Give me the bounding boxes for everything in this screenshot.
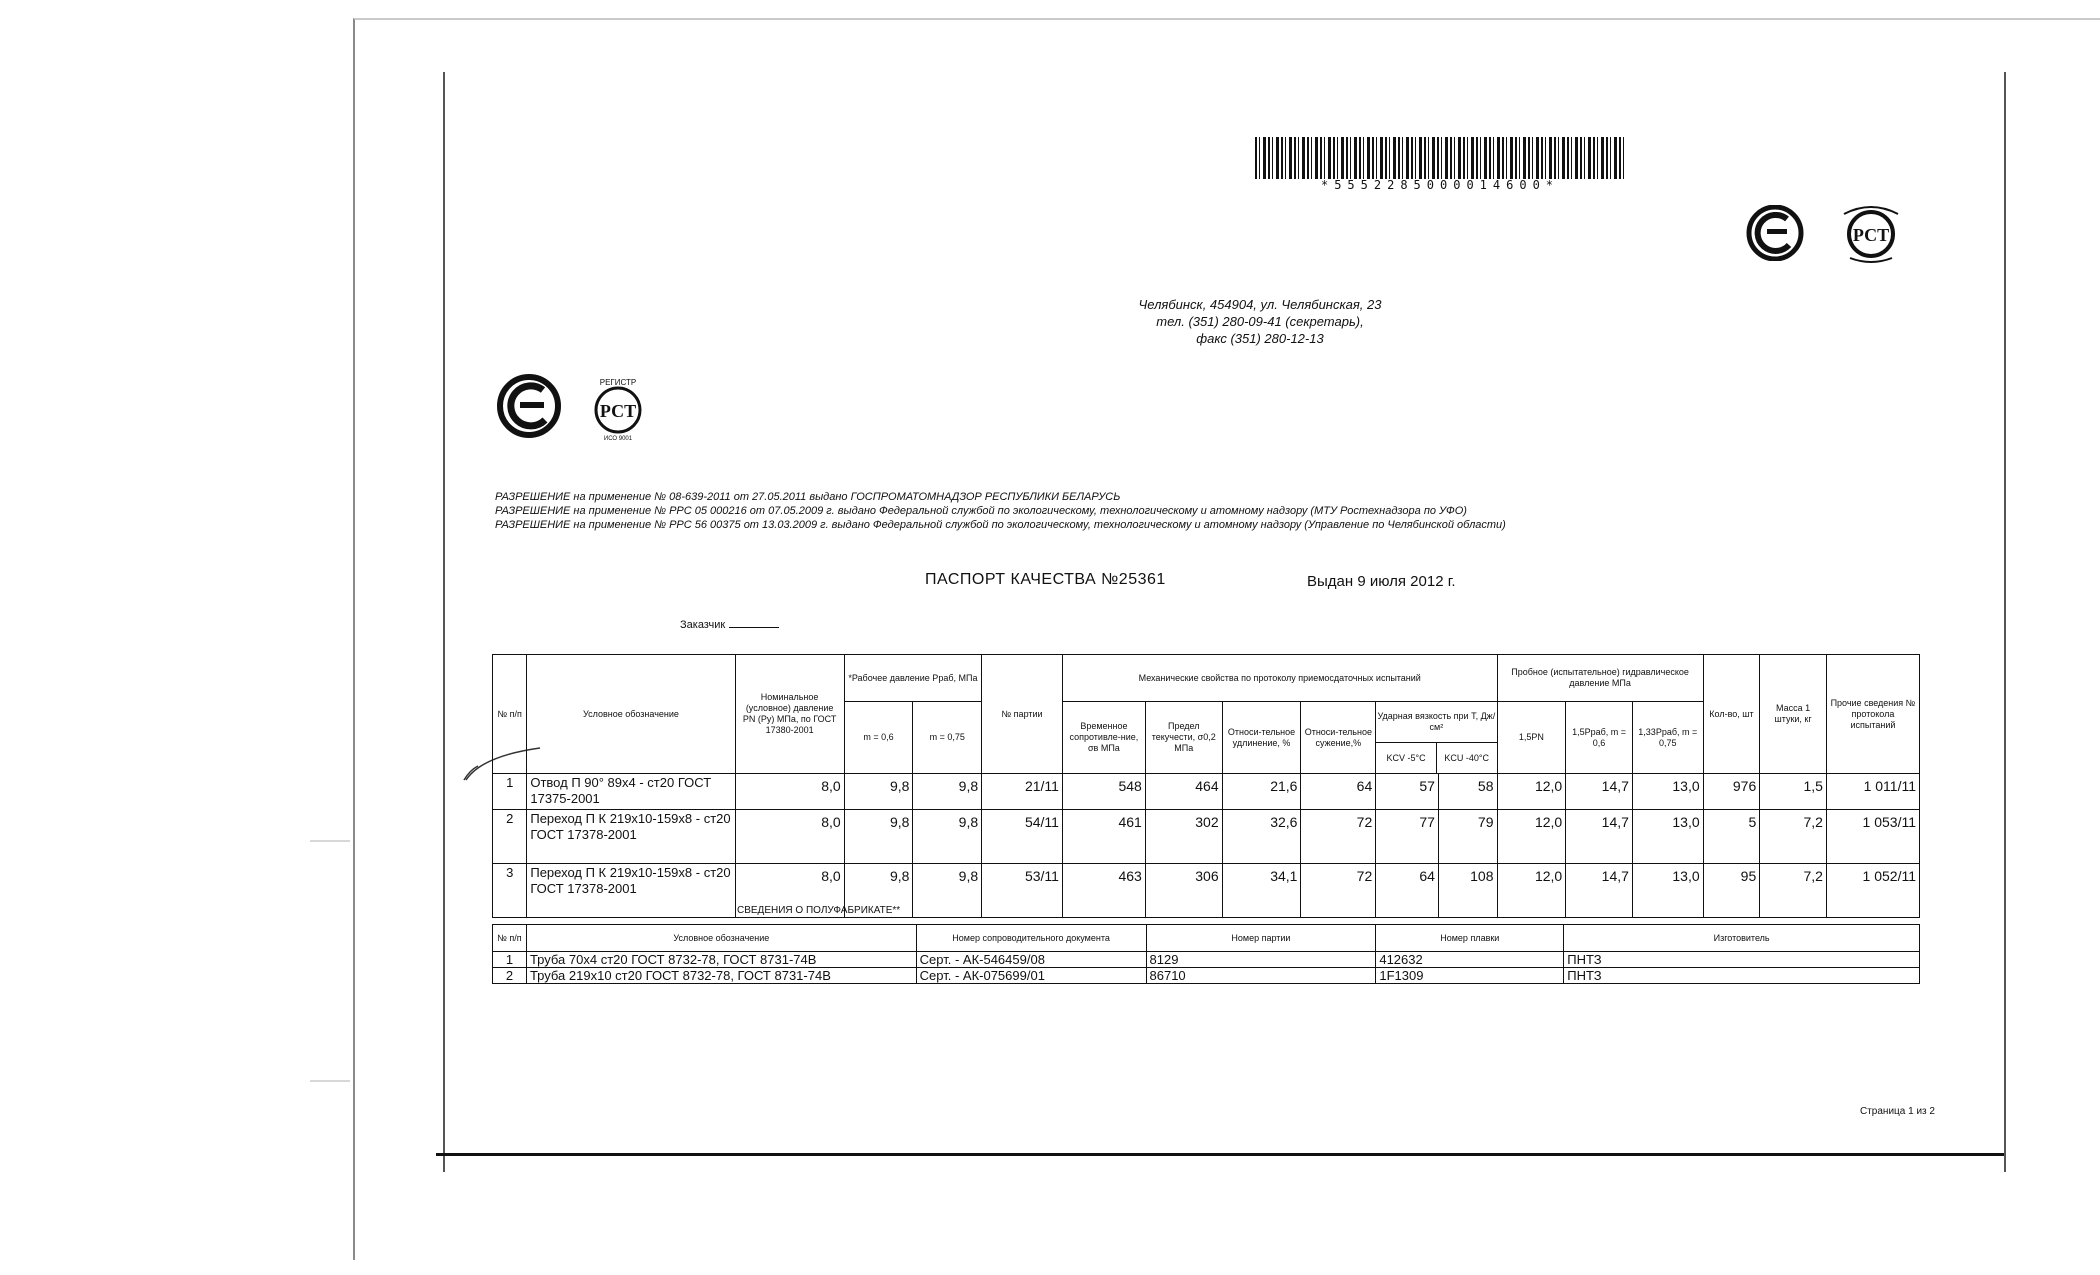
register-logo-bottom-text: ИСО 9001 [603,436,633,442]
address-line-2: тел. (351) 280-09-41 (секретарь), [1156,314,1364,329]
cell-mass: 7,2 [1760,810,1827,864]
header-p133rab: 1,33Рраб, m = 0,75 [1632,702,1703,774]
cell-r075: 9,8 [913,774,982,810]
cell-qty: 95 [1703,864,1760,918]
table-row [493,864,1920,918]
cell-elongation: 21,6 [1222,774,1301,810]
semi-cell-heat: 1F1309 [1376,968,1564,984]
cell-p15pn: 12,0 [1497,810,1566,864]
quality-table [492,654,1920,918]
cell-elongation: 32,6 [1222,810,1301,864]
cell-qty: 5 [1703,810,1760,864]
customer-blank-line [729,627,779,628]
semi-cell-maker: ПНТЗ [1564,952,1920,968]
header-m075: m = 0,75 [913,702,982,774]
cell-kcu: 79 [1438,810,1497,864]
semi-cell-heat: 412632 [1376,952,1564,968]
semi-cell-n: 2 [493,968,527,984]
cell-batch: 54/11 [982,810,1063,864]
cell-p15rab: 14,7 [1566,864,1633,918]
bottom-rule [436,1153,2004,1156]
register-logo-text: РЕГИСТР [599,378,637,387]
cell-mass: 1,5 [1760,774,1827,810]
semi-cell-batch: 86710 [1146,968,1376,984]
cell-qty: 976 [1703,774,1760,810]
cell-r075: 9,8 [913,864,982,918]
cell-protocol: 1 011/11 [1826,774,1919,810]
cell-kcu: 58 [1438,774,1497,810]
header-yield: Предел текучести, σ0,2 МПа [1145,702,1222,774]
header-p15rab: 1,5Рраб, m = 0,6 [1566,702,1633,774]
address-line-3: факс (351) 280-12-13 [1196,331,1324,346]
cell-n: 3 [493,864,527,918]
semi-header-n: № п/п [493,925,527,952]
cell-p15pn: 12,0 [1497,864,1566,918]
permit-line-1: РАЗРЕШЕНИЕ на применение № 08-639-2011 от 27.05.2011 выдано ГОСПРОМАТОМНАДЗОР РЕСПУБЛИКИ БЕЛАРУСЬ [495,491,1121,503]
barcode-text: *5552285000014600* [1320,178,1560,192]
cell-batch: 21/11 [982,774,1063,810]
table-row [493,810,1920,864]
cell-p133: 13,0 [1632,810,1703,864]
cell-protocol: 1 052/11 [1826,864,1919,918]
cell-n: 2 [493,810,527,864]
semi-product-title: СВЕДЕНИЯ О ПОЛУФАБРИКАТЕ** [737,905,901,916]
header-kcv: KCV -5°С [1376,743,1437,773]
semi-cell-designation: Труба 219х10 ст20 ГОСТ 8732-78, ГОСТ 8731-74В [526,968,916,984]
semi-cell-doc: Серт. - АК-075699/01 [916,968,1146,984]
header-nominal-pressure: Номинальное (условное) давление PN (Py) МПа, по ГОСТ 17380-2001 [735,655,844,774]
register-logo-left [582,372,654,444]
header-n: № п/п [493,655,527,774]
customer-label: Заказчик [680,619,726,631]
cell-protocol: 1 053/11 [1826,810,1919,864]
pct-mark-logo-top [1836,200,1906,264]
gost-mark-logo-left [496,373,566,439]
header-impact-group [1376,702,1497,774]
semi-product-table [492,924,1920,984]
address-line-1: Челябинск, 454904, ул. Челябинская, 23 [1138,297,1382,312]
table-row [493,952,1920,968]
cell-r06: 9,8 [844,864,913,918]
scan-edge-left [310,840,350,842]
semi-header-batch: Номер партии [1146,925,1376,952]
cell-tensile: 461 [1062,810,1145,864]
cell-pn: 8,0 [735,774,844,810]
header-tensile: Временное сопротивле-ние, σв МПа [1062,702,1145,774]
header-p15pn: 1,5PN [1497,702,1566,774]
cell-tensile: 463 [1062,864,1145,918]
customer-field [680,619,779,631]
cell-pn: 8,0 [735,810,844,864]
semi-cell-n: 1 [493,952,527,968]
page-frame-left [443,72,445,1172]
permit-line-3: РАЗРЕШЕНИЕ на применение № РРС 56 00375 от 13.03.2009 г. выдано Федеральной службой по экологическому, технологическому и атомному надзору (Управление по Челябинской области) [495,519,1506,531]
header-contraction: Относи-тельное сужение,% [1301,702,1376,774]
cell-elongation: 34,1 [1222,864,1301,918]
cell-contraction: 72 [1301,810,1376,864]
header-qty: Кол-во, шт [1703,655,1760,774]
cell-yield: 302 [1145,810,1222,864]
header-designation: Условное обозначение [527,655,735,774]
cell-r06: 9,8 [844,774,913,810]
cell-pn: 8,0 [735,864,844,918]
header-work-pressure: *Рабочее давление Рраб, МПа [844,655,981,702]
cell-p15pn: 12,0 [1497,774,1566,810]
document-title: ПАСПОРТ КАЧЕСТВА №25361 [925,571,1166,588]
cell-batch: 53/11 [982,864,1063,918]
header-batch: № партии [982,655,1063,774]
header-impact: Ударная вязкость при Т, Дж/см² [1376,702,1496,743]
cell-p15rab: 14,7 [1566,774,1633,810]
table-row [493,968,1920,984]
cell-kcv: 64 [1376,864,1439,918]
gost-mark-logo-top [1745,205,1811,261]
pct-mark-text-top: РСТ [1852,225,1890,245]
cell-kcv: 57 [1376,774,1439,810]
cell-p133: 13,0 [1632,864,1703,918]
semi-cell-maker: ПНТЗ [1564,968,1920,984]
cell-designation: Переход П К 219х10-159х8 - ст20 ГОСТ 17378-2001 [527,810,735,864]
header-mech: Механические свойства по протоколу приемосдаточных испытаний [1062,655,1497,702]
semi-cell-designation: Труба 70х4 ст20 ГОСТ 8732-78, ГОСТ 8731-74В [526,952,916,968]
pct-mark-text-left: РСТ [599,401,637,421]
page-frame-right [2004,72,2006,1172]
cell-yield: 464 [1145,774,1222,810]
cell-r06: 9,8 [844,810,913,864]
scan-edge-left-2 [310,1080,350,1082]
cell-kcv: 77 [1376,810,1439,864]
permit-line-2: РАЗРЕШЕНИЕ на применение № РРС 05 000216 от 07.05.2009 г. выдано Федеральной службой по экологическому, технологическому и атомному надзору (МТУ Ростехнадзора по УФО) [495,505,1467,517]
barcode [1255,137,1625,179]
table-row [493,774,1920,810]
header-m06: m = 0,6 [844,702,913,774]
cell-p15rab: 14,7 [1566,810,1633,864]
permits-block [495,490,1645,532]
semi-cell-doc: Серт. - АК-546459/08 [916,952,1146,968]
cell-n: 1 [493,774,527,810]
semi-header-doc: Номер сопроводительного документа [916,925,1146,952]
cell-designation: Отвод П 90° 89х4 - ст20 ГОСТ 17375-2001 [527,774,735,810]
header-kcu: KCU -40°С [1444,752,1489,763]
header-elongation: Относи-тельное удлинение, % [1222,702,1301,774]
semi-header-maker: Изготовитель [1564,925,1920,952]
cell-yield: 306 [1145,864,1222,918]
semi-header-heat: Номер плавки [1376,925,1564,952]
page-number: Страница 1 из 2 [1860,1106,1935,1117]
cell-r075: 9,8 [913,810,982,864]
cell-mass: 7,2 [1760,864,1827,918]
cell-designation: Переход П К 219х10-159х8 - ст20 ГОСТ 17378-2001 [527,864,735,918]
cell-tensile: 548 [1062,774,1145,810]
header-hydro: Пробное (испытательное) гидравлическое давление МПа [1497,655,1703,702]
issue-date: Выдан 9 июля 2012 г. [1307,573,1456,590]
cell-p133: 13,0 [1632,774,1703,810]
semi-cell-batch: 8129 [1146,952,1376,968]
cell-contraction: 72 [1301,864,1376,918]
cell-kcu: 108 [1438,864,1497,918]
cell-contraction: 64 [1301,774,1376,810]
header-mass: Масса 1 штуки, кг [1760,655,1827,774]
header-other: Прочие сведения № протокола испытаний [1826,655,1919,774]
semi-header-designation: Условное обозначение [526,925,916,952]
company-address [1080,296,1440,347]
